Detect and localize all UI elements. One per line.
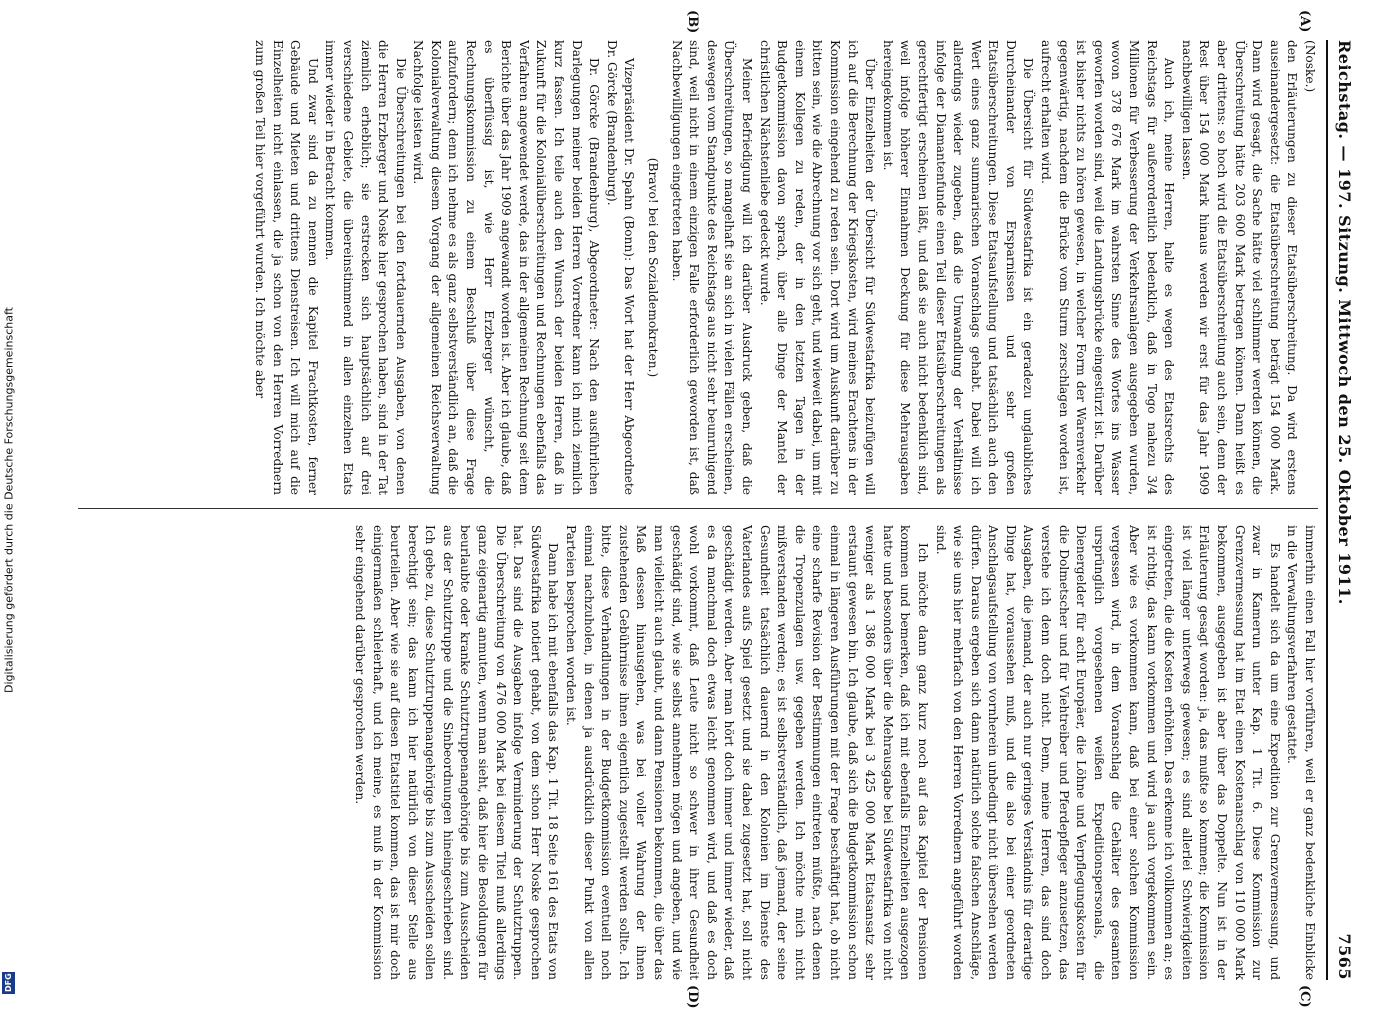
page-number: 7565 [1335, 933, 1355, 980]
running-head: Reichstag. — 197. Sitzung. Mittwoch den 25. Oktober 1911. [1335, 40, 1355, 605]
margin-mark-a: (A) [1297, 10, 1312, 33]
chair-statement: Vizepräsident Dr. Spahn (Bonn): Das Wort hat der Herr Abgeordnete Dr. Görcke (Brandenburg). [604, 40, 637, 495]
paragraph: Dann habe ich mit ebenfalls das Kap. 1 Tit. 18 Seite 161 des Etats von Südwestafrika notiert gehabt, von dem schon Herr Noske gesprochen hat. Das sind die Ausgaben infolge Verminderung der Schutztruppen. Die Überschreitung von 476 000 Mark bei diesem Titel muß allerdings ganz eigenartig anmuten, wenn man sieht, daß hier die Besoldungen für beurlaubte oder kranke Schutztruppenangehörige bis zum Ausscheiden aus der Schutztruppe und die Sinbeordnungen hineingeschrieben sind. Ich gebe zu, diese Schutztruppenangehörige bis zum Ausscheiden sollen berechtigt sein; das kann ich hier natürlich von dieser Stelle aus beurteilen. Aber wie sie auf diesen Etatstitel kommen, das ist mir doch einigermaßen schleierhaft, und ich meine, es muß in der Kommission sehr eingehend darüber gesprochen werden. [352, 525, 561, 980]
footer-strip [0, 0, 18, 1000]
paragraph: Die Überschreitungen bei den fortdauernden Ausgaben, von denen die Herren Erzberger und Noske hier gesprochen haben, sind in der Tat ziemlich erheblich; sie erstrecken sich hauptsächlich auf drei verschiedene Gebiete, die übereinstimmend in allen einzelnen Etats immer wieder in Betracht kommen. [323, 40, 408, 495]
page-header [1330, 40, 1360, 980]
column-divider [78, 508, 1318, 509]
left-column [78, 40, 1318, 495]
rotated-page [70, 10, 1360, 1009]
paragraph: Die Übersicht für Südwestafrika ist ein geradezu unglaubliches Durcheinander von Ersparnissen und sehr großen Etatsüberschreitungen. Diese Etatsaufstellung und tatsächlich auch den Wert eines ganz summarischen Voranschlags gehabt. Dabei will ich allerdings wieder zugeben, daß die Umwandlung der Verhältnisse infolge der Diamantenfunde einen Teil dieser Etatsüberschreitungen als gerechtfertigt erscheinen läßt, und daß sie auch nicht bedenklich sind, weil infolge höherer Einnahmen Deckung für diese Mehrausgaben hereingekommen ist. [880, 40, 1036, 495]
page-frame [70, 10, 1360, 1009]
paragraph: Über Einzelheiten der Übersicht für Südwestafrika beizufügen will ich auf die Berechnung der Kriegskosten, wird meines Erachtens in der Kommission eingehend zu reden sein. Dort wird um Auskunft darüber zu bitten sein, wie die Abrechnung vor sich geht, und wieweit dabei, um mit einem Kollegen zu reden, der in den letzten Tagen in der Budgetkommission davon sprach, über alle Dinge der Mantel der christlichen Nächstenliebe gedeckt wurde. [757, 40, 878, 495]
right-column [78, 525, 1318, 980]
paragraph: Auch ich, meine Herren, halte es wegen des Etatsrechts des Reichstags für außerordentlich bedenklich, daß in Togo nahezu 3/4 Millionen für Verbesserung der Verkehrsanlagen ausgegeben wurden, wovon 378 676 Mark im wahrsten Sinne des Wortes ins Wasser geworfen worden sind, weil die Landungsbrücke eingestürzt ist. Darüber ist bisher nichts zu hören gewesen, in welcher Form der Warenverkehr gegenwärtig, nachdem die Brücke vom Sturm zerschlagen worden ist, aufrecht erhalten wird. [1039, 40, 1177, 495]
dfg-logo: DFG [4, 973, 13, 993]
margin-mark-d: (D) [685, 985, 700, 1009]
margin-mark-c: (C) [1297, 985, 1312, 1008]
header-rule [1326, 40, 1328, 980]
paragraph: Ich möchte dann ganz kurz noch auf das Kapitel der Pensionen kommen und bemerken, daß ich mit ebenfalls Einzelheiten ausgezogen hatte und besonders über die Mehrausgabe bei Südwestafrika von nicht weniger als 1 386 000 Mark bei 3 425 000 Mark Etatsansatz sehr erstaunt gewesen bin. Ich glaube, daß sich die Budgetkommission schon einmal in längeren Ausführungen mit der Frage beschäftigt hat, ob nicht eine scharfe Revision der Bestimmungen eintreten müßte, nach denen die Tropenzulagen usw. gegeben werden. Ich möchte mich nicht mißverstanden werden; es ist selbstverständlich, daß jemand, der seine Gesundheit tatsächlich dauernd in den Kolonien im Dienste des Vaterlandes aufs Spiel gesetzt und sie dabei zugesetzt hat, soll nicht geschädigt werden. Aber man hört doch immer und immer wieder, daß es da manchmal doch etwas leicht genommen wird, und daß es doch wohl vorkommt, daß Leute nicht so schwer in ihrer Gesundheit geschädigt sind, wie sie selbst annehmen mögen und angeben, und wie man vielleicht auch glaubt, und dann Pensionen bekommen, die über das Maß dessen hinausgehen, was bei voller Wahrung der ihnen zustehenden Gebührnisse ihnen eigentlich zugestellt werden sollte. Ich bitte, diese Verhandlungen in der Budgetkommission eventuell noch einmal nachzuholen, in denen ja ausdrücklich dieser Punkt von allen Parteien besprochen worden ist. [564, 525, 930, 980]
paragraph: Und zwar sind da zu nennen die Kapitel Frachtkosten, ferner Gebäude und Mieten und drittens Dienstreisen. Ich will mich auf die Einzelheiten nicht einlassen, die ja schon von den Herren Vorrednern zum großen Teil hier vorgeführt wurden. Ich möchte aber [252, 40, 320, 495]
paragraph: Es handelt sich da um eine Expedition zur Grenzvermessung, und zwar in Kamerun unter Kap. 1 Tit. 6. Diese Kommission zur Grenzvermessung hat im Etat einen Kostenanschlag von 110 000 Mark bekommen, ausgegeben ist aber über das Doppelte. Nun ist in der Erläuterung gesagt worden: ja, das mußte so kommen; die Kommission ist viel länger unterwegs gewesen; es sind allerlei Schwierigkeiten eingetreten, die die Kosten erhöhten. Das erkenne ich vollkommen an; es ist richtig, das kann vorkommen und wird ja auch vorgekommen sein. Aber wie es vorkommen kann, daß bei einer solchen Kommission vergessen wird, in dem Voranschlag die Gehälter des gesamten ursprünglich vorgesehenen weißen Expeditionspersonals, die Dienergelder für acht Europäer, die Löhne und Verpflegungskosten für die Dolmetscher und für Viehtreiber und Pferdepfleger anzusetzen, das verstehe ich denn doch nicht. Denn, meine Herren, das sind doch Ausgaben, die jemand, der auch nur geringes Verständnis für derartige Dinge hat, voraussehen muß, und die also bei einer geordneten Anschlagsaufstellung von vornherein unbedingt nicht übersehen werden dürfen. Daraus ergeben sich dann natürlich solche falschen Anschläge, wie sie uns hier mehrfach von den Herren Vorrednern angeführt worden sind. [933, 525, 1282, 980]
margin-mark-b: (B) [685, 10, 700, 34]
paragraph: immerhin einen Fall hier vorführen, weil er ganz bedenkliche Einblicke in die Verwaltungsverfahren gestattet. [1285, 525, 1317, 980]
paragraph: Dr. Görcke (Brandenburg), Abgeordneter: Nach den ausführlichen Darlegungen meiner beiden Herren Vorredner kann ich mich ziemlich kurz fassen. Ich teile auch den Wunsch der beiden Herren, daß in Zukunft für die Kolonialüberschreitungen und Rechnungen ebenfalls das Verfahren angewendet werde, das in der allgemeinen Rechnung seit dem Berichte über das Jahr 1909 angewandt worden ist. Aber ich glaube, daß es überflüssig ist, wie Herr Erzberger wünscht, die Rechnungskommission zu einem Beschluß über diese Frage aufzufordern; denn ich nehme es als ganz selbstverständlich an, daß die Kolonialverwaltung diesem Vorgang der allgemeinen Reichsverwaltung Nachfolge leisten wird. [411, 40, 602, 495]
funding-notice: Digitalisierung gefördert durch die Deutsche Forschungsgemeinschaft [2, 307, 16, 693]
paragraph: den Erläuterungen zu dieser Etatsüberschreitung. Da wird erstens auseinandergesetzt: die Etatsüberschreitung beträgt 154 000 Mark. Dann wird gesagt, die Sache hätte viel schlimmer werden können, die Überschreitung hätte 203 600 Mark betragen können. Dann heißt es aber drittens: so hoch wird die Etatsüberschreitung auch sein, denn der Rest über 154 000 Mark hinaus werden wir erst für das Jahr 1909 nachbewilligen lassen. [1179, 40, 1300, 495]
applause-note: (Bravo! bei den Sozialdemokraten.) [646, 157, 661, 378]
speaker-continuation: (Noske.) [1303, 40, 1317, 93]
paragraph: Meiner Befriedigung will ich darüber Ausdruck geben, daß die Überschreitungen, so mangelhaft sie an sich in vielen Fällen erscheinen, deswegen vom Standpunkte des Reichstags aus nicht sehr beunruhigend sind, weil nicht in einem einzigen Falle erforderlich geworden ist, daß Nachbewilligungen eingetreten haben. [669, 40, 754, 495]
